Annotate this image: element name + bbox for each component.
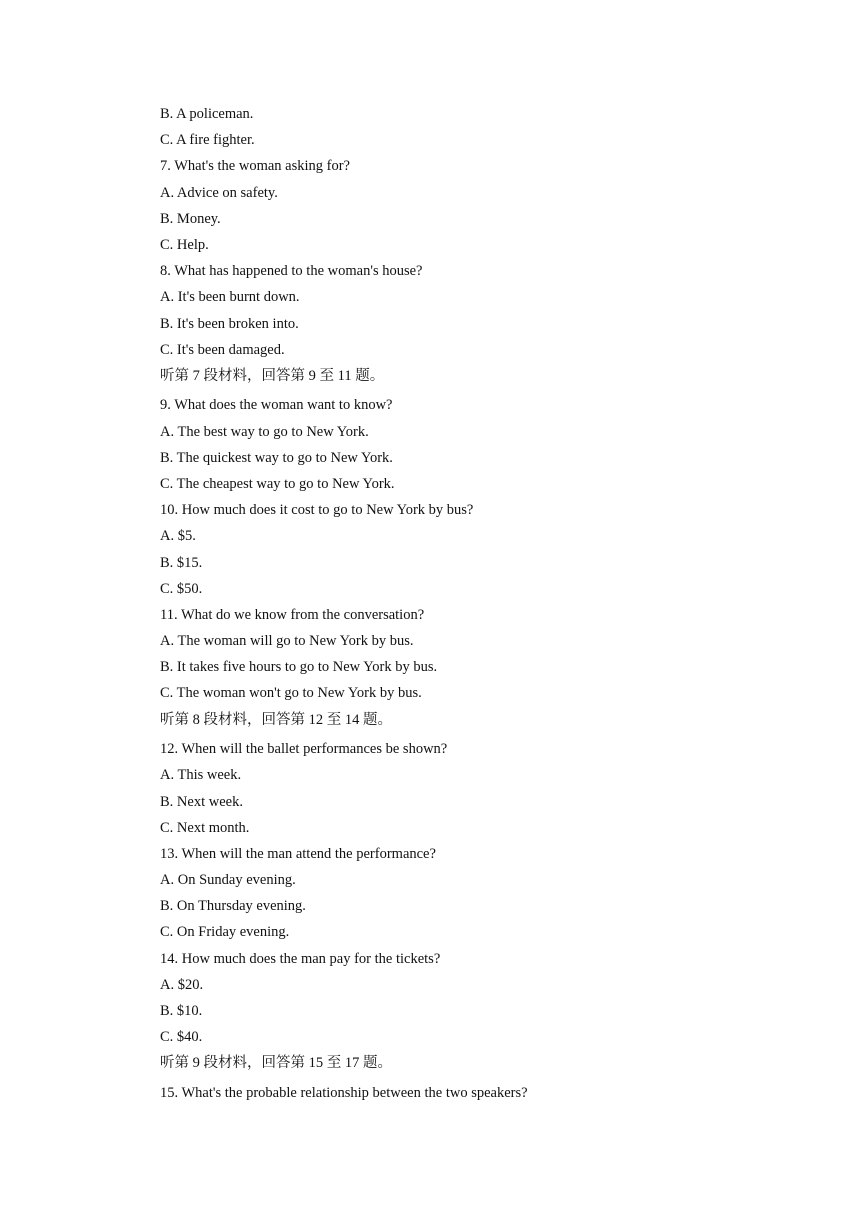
answer-option: C. The cheapest way to go to New York. — [160, 475, 395, 492]
question-text: 12. When will the ballet performances be shown? — [160, 741, 448, 758]
question-text: 14. How much does the man pay for the tickets? — [160, 950, 441, 967]
question-text: 9. What does the woman want to know? — [160, 397, 393, 414]
answer-option: C. $50. — [160, 580, 203, 597]
section-instruction: 听第 9 段材料，回答第 15 至 17 题。 — [160, 1055, 392, 1072]
answer-option: B. A policeman. — [160, 106, 254, 122]
question-text: 11. What do we know from the conversation? — [160, 606, 425, 623]
answer-option: B. Next week. — [160, 793, 243, 810]
answer-option: B. $10. — [160, 1003, 203, 1019]
answer-option: C. Next month. — [160, 819, 250, 836]
answer-option: C. The woman won't go to New York by bus. — [160, 685, 422, 702]
answer-option: B. It's been broken into. — [160, 315, 299, 332]
answer-option: B. The quickest way to go to New York. — [160, 449, 393, 466]
answer-option: A. The best way to go to New York. — [160, 423, 369, 440]
question-text: 7. What's the woman asking for? — [160, 158, 350, 175]
document-body — [160, 101, 800, 1106]
answer-option: B. On Thursday evening. — [160, 898, 306, 915]
answer-option: C. A fire fighter. — [160, 132, 255, 149]
answer-option: C. $40. — [160, 1029, 203, 1046]
question-text: 15. What's the probable relationship between the two speakers? — [160, 1084, 528, 1101]
answer-option: B. It takes five hours to go to New York by bus. — [160, 659, 438, 676]
answer-option: A. $5. — [160, 528, 196, 545]
section-instruction: 听第 8 段材料，回答第 12 至 14 题。 — [160, 711, 392, 728]
answer-option: C. Help. — [160, 236, 209, 253]
answer-option: B. $15. — [160, 554, 203, 571]
question-text: 8. What has happened to the woman's house? — [160, 263, 423, 280]
question-text: 10. How much does it cost to go to New York by bus? — [160, 502, 474, 519]
answer-option: A. $20. — [160, 976, 204, 993]
answer-option: B. Money. — [160, 210, 221, 227]
answer-option: A. This week. — [160, 767, 242, 784]
question-text: 13. When will the man attend the performance? — [160, 845, 436, 862]
answer-option: A. The woman will go to New York by bus. — [160, 633, 414, 650]
answer-option: A. On Sunday evening. — [160, 872, 296, 889]
answer-option: A. It's been burnt down. — [160, 289, 300, 306]
answer-option: A. Advice on safety. — [160, 184, 278, 201]
answer-option: C. It's been damaged. — [160, 341, 285, 358]
answer-option: C. On Friday evening. — [160, 924, 290, 941]
section-instruction: 听第 7 段材料，回答第 9 至 11 题。 — [160, 367, 385, 384]
